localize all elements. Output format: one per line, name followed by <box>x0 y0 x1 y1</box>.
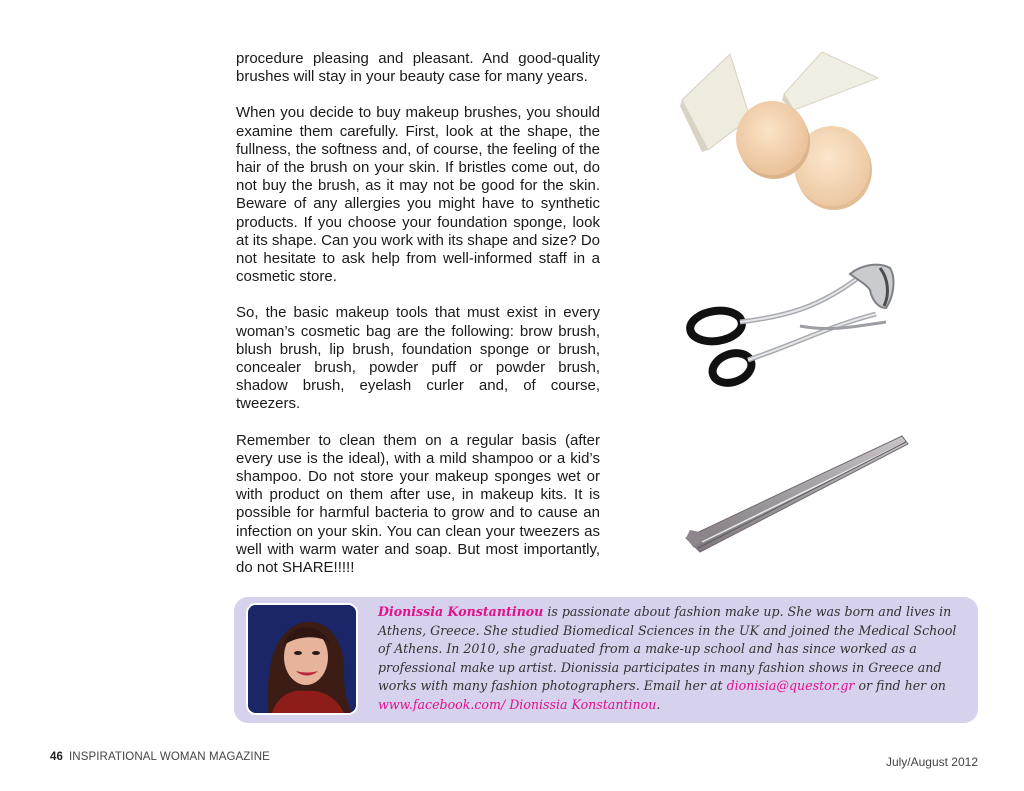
paragraph: Remember to clean them on a regular basis (after every use is the ideal), with a mild shampoo or a kid’s shampoo. Do not store your makeup sponges wet or with product on them after use, in makeup kits. It is possible for harmful bacteria to grow and to cause an infection on your skin. You can clean your tweezers as well with warm water and soap. But most importantly, do not SHARE!!!!! <box>236 431 600 577</box>
author-facebook-link[interactable]: www.facebook.com/ Dionissia Konstantinou <box>378 696 657 712</box>
page-number: 46 <box>50 751 63 763</box>
author-name: Dionissia Konstantinou <box>378 604 544 619</box>
bio-text-segment: or find her on <box>854 678 946 693</box>
eyelash-curler-photo <box>680 256 910 396</box>
makeup-sponges-photo <box>672 44 892 224</box>
paragraph: When you decide to buy makeup brushes, you should examine them carefully. First, look at the shape, the fullness, the softness and, of course, the feeling of the hair of the brush on your skin. If bristles come out, do not buy the brush, as it may not be good for the skin. Beware of any allergies you might have to synthetic products. If you choose your foundation sponge, look at its shape. Can you work with its shape and size? Do not hesitate to ask help from well-informed staff in a cosmetic store. <box>236 104 600 286</box>
article-body <box>236 50 600 577</box>
avatar <box>246 603 358 715</box>
author-bio-box <box>234 597 978 723</box>
author-email-link[interactable]: dionisia@questor.gr <box>726 678 855 693</box>
footer-left <box>50 751 270 763</box>
bio-text-segment: . <box>656 696 661 712</box>
tweezers-photo <box>680 430 916 560</box>
magazine-name: INSPIRATIONAL WOMAN MAGAZINE <box>69 751 270 763</box>
paragraph: procedure pleasing and pleasant. And good-quality brushes will stay in your beauty case for many years. <box>236 50 600 86</box>
bio-text-segment: is passionate about fashion make up. She was born and lives in Athens, Greece. She studied Biomedical Sciences in the UK and joined the Medical School of Athens. In 2010, she graduated from a make-up school and has since worked as a professional make up artist. Dionissia participates in many fashion shows in Greece and works with many fashion photographers. Email her at <box>378 604 957 693</box>
author-bio-text <box>378 603 968 714</box>
paragraph: So, the basic makeup tools that must exist in every woman’s cosmetic bag are the following: brow brush, blush brush, lip brush, foundation sponge or brush, concealer brush, powder puff or powder brush, shadow brush, eyelash curler and, of course, tweezers. <box>236 304 600 413</box>
issue-date: July/August 2012 <box>885 755 978 769</box>
